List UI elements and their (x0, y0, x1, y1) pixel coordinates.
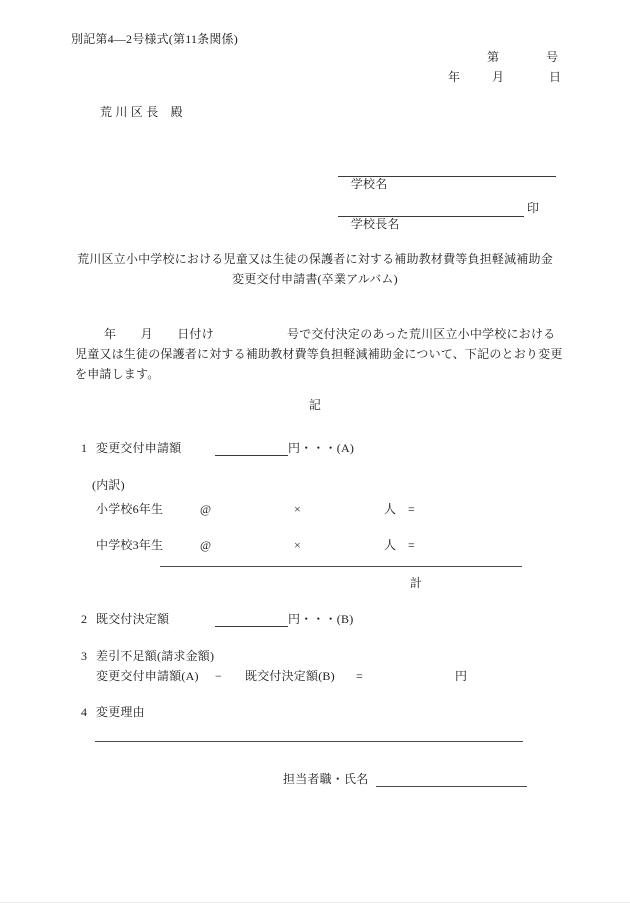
breakdown-row2-at: @ (200, 538, 212, 552)
breakdown-row2-person: 人 (384, 538, 397, 552)
breakdown-row1-grade: 小学校6年生 (96, 502, 164, 516)
item1-unit: 円・・・(A) (288, 441, 355, 455)
breakdown-row2-equals: = (408, 538, 415, 552)
item4-number: 4 (81, 705, 88, 719)
breakdown-row2-grade: 中学校3年生 (96, 538, 164, 552)
addressee: 荒 川 区 長 殿 (100, 105, 183, 119)
item2-unit: 円・・・(B) (288, 612, 354, 626)
date-day-label: 日 (549, 70, 562, 84)
item3-label: 差引不足額(請求金額) (96, 649, 215, 663)
item3-formula-a: 変更交付申請額(A) (96, 669, 199, 683)
item2-label: 既交付決定額 (96, 612, 170, 626)
item1-amount-blank (215, 440, 288, 456)
signature-label: 担当者職・氏名 (283, 772, 369, 786)
body-line2: 児童又は生徒の保護者に対する補助教材費等負担軽減補助金について、下記のとおり変更 (75, 347, 563, 361)
body-line3: を申請します。 (75, 367, 160, 381)
item3-number: 3 (81, 649, 88, 663)
item3-equals: = (356, 669, 363, 683)
breakdown-row1-at: @ (200, 502, 212, 516)
item2-number: 2 (81, 612, 88, 626)
item3-minus: − (215, 669, 222, 683)
doc-number-suffix: 号 (546, 50, 559, 64)
breakdown-row1-person: 人 (384, 502, 397, 516)
breakdown-total-label: 計 (410, 576, 423, 590)
item4-reason-line (95, 741, 523, 742)
breakdown-total-line (160, 566, 522, 567)
record-heading: 記 (308, 398, 322, 412)
form-title-line2: 変更交付申請書(卒業アルバム) (232, 272, 398, 286)
date-month-label: 月 (492, 70, 505, 84)
date-year-label: 年 (448, 70, 461, 84)
item3-formula-b: 既交付決定額(B) (245, 669, 335, 683)
item1-label: 変更交付申請額 (96, 441, 182, 455)
breakdown-row1-equals: = (408, 502, 415, 516)
signature-line (376, 786, 527, 787)
item2-amount-blank (215, 611, 288, 627)
item1-number: 1 (81, 441, 88, 455)
doc-number-prefix: 第 (487, 50, 500, 64)
principal-name-label: 学校長名 (350, 217, 400, 231)
item3-unit: 円 (455, 669, 468, 683)
school-name-label: 学校名 (350, 177, 388, 191)
school-name-field (338, 160, 556, 191)
principal-name-field (338, 200, 524, 231)
form-style-number: 別記第4―2号様式(第11条関係) (71, 32, 238, 46)
item4-label: 変更理由 (96, 705, 145, 719)
seal-label: 印 (527, 201, 540, 215)
form-title-line1: 荒川区立小中学校における児童又は生徒の保護者に対する補助教材費等負担軽減補助金 (77, 252, 553, 266)
breakdown-heading: (内訳) (92, 478, 125, 492)
body-line1: 年 月 日付け 号で交付決定のあった荒川区立小中学校における (104, 327, 556, 341)
breakdown-row1-times: × (294, 502, 301, 516)
breakdown-row2-times: × (294, 538, 301, 552)
